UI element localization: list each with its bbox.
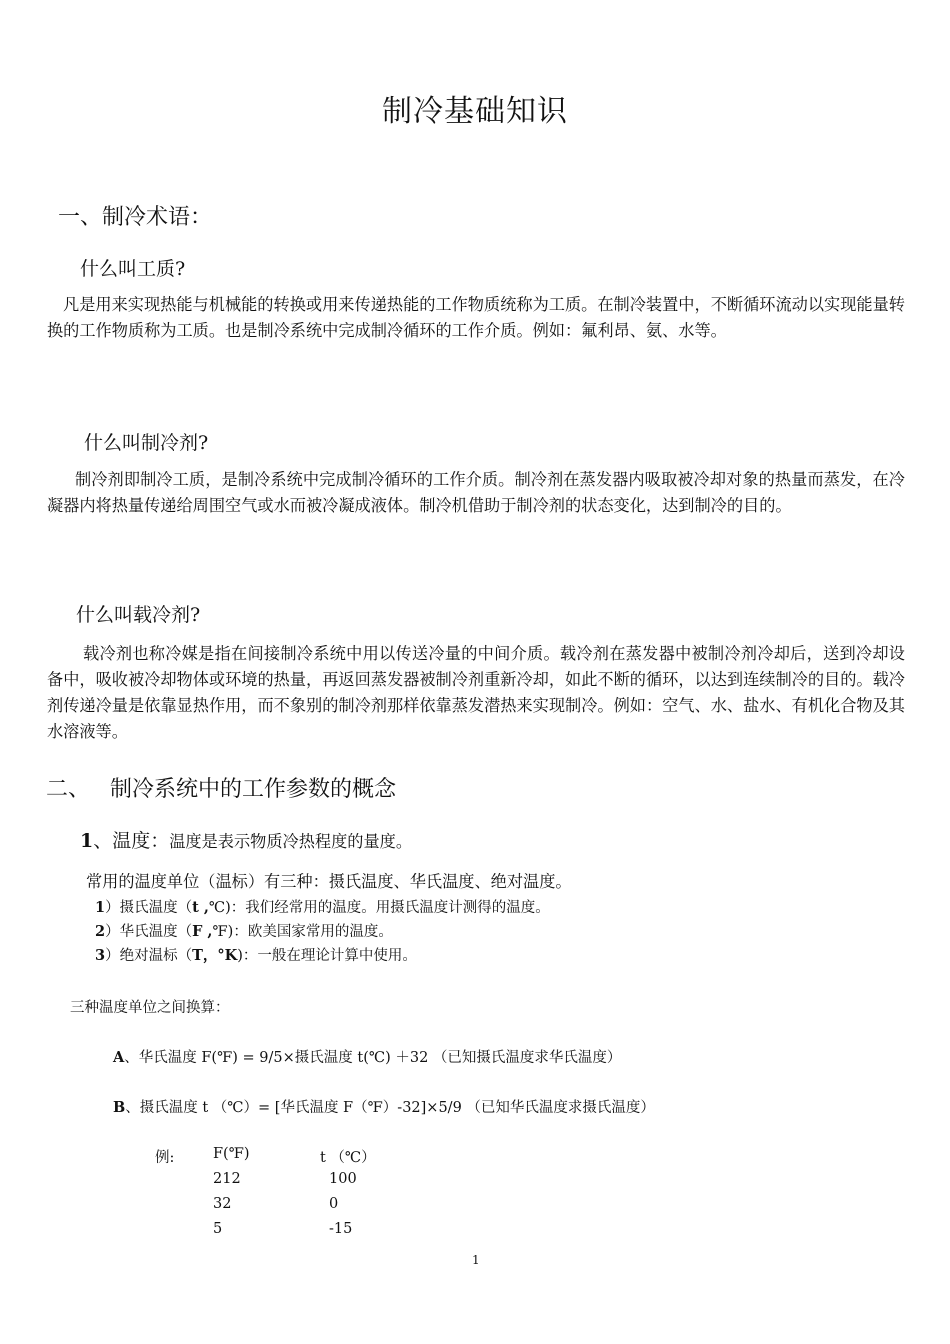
unit-symbol: T，°K (192, 947, 238, 964)
unit-prefix: ）摄氏温度（ (105, 900, 193, 916)
section2-number: 二、 (46, 777, 91, 802)
units-intro: 常用的温度单位（温标）有三种：摄氏温度、华氏温度、绝对温度。 (86, 872, 572, 891)
formula-b (113, 1096, 655, 1117)
example-cell: 100 (329, 1171, 357, 1187)
unit-item (95, 944, 417, 965)
unit-item (95, 920, 393, 941)
unit-number: 3 (95, 947, 106, 964)
conversion-intro: 三种温度单位之间换算： (70, 1000, 230, 1016)
unit-item (95, 896, 550, 917)
example-cell: 32 (213, 1196, 232, 1212)
example-cell: -15 (329, 1221, 353, 1237)
q3-heading: 什么叫载冷剂? (76, 604, 201, 626)
formula-a (113, 1046, 621, 1067)
formula-b-label: B (113, 1099, 126, 1116)
unit-description: ℃)：我们经常用的温度。用摄氏温度计测得的温度。 (208, 900, 550, 916)
unit-prefix: ）华氏温度（ (105, 924, 193, 940)
unit-description: ℉)：欧美国家常用的温度。 (212, 924, 393, 940)
q2-text: 制冷剂即制冷工质，是制冷系统中完成制冷循环的工作介质。制冷剂在蒸发器内吸取被冷却对象的热量而蒸发，在冷凝器内将热量传递给周围空气或水而被冷凝成液体。制冷机借助于制冷剂的状态变化，达到制冷的目的。 (47, 470, 905, 515)
q1-heading: 什么叫工质? (80, 258, 186, 280)
temperature-heading (80, 826, 412, 853)
unit-prefix: ）绝对温标（ (105, 948, 193, 964)
unit-symbol: F , (192, 923, 213, 940)
example-col1-header: F(℉) (213, 1146, 250, 1162)
q1-text: 凡是用来实现热能与机械能的转换或用来传递热能的工作物质统称为工质。在制冷装置中，不断循环流动以实现能量转换的工作物质称为工质。也是制冷系统中完成制冷循环的工作介质。例如：氟利昂、氨、水等。 (47, 295, 905, 340)
q3-text: 载冷剂也称冷媒是指在间接制冷系统中用以传送冷量的中间介质。载冷剂在蒸发器中被制冷剂冷却后，送到冷却设备中，吸收被冷却物体或环境的热量，再返回蒸发器被制冷剂重新冷却，如此不断的循环，以达到连续制冷的目的。载冷剂传递冷量是依靠显热作用，而不象别的制冷剂那样依靠蒸发潜热来实现制冷。例如：空气、水、盐水、有机化合物及其水溶液等。 (47, 644, 905, 741)
example-col2-header: t （℃） (320, 1150, 376, 1166)
unit-number: 1 (95, 899, 106, 916)
example-label: 例: (155, 1150, 175, 1166)
temperature-definition: 温度是表示物质冷热程度的量度。 (169, 832, 413, 851)
example-cell: 5 (213, 1221, 223, 1237)
page-number: 1 (472, 1253, 480, 1267)
formula-a-label: A (113, 1049, 125, 1066)
section2-heading: 制冷系统中的工作参数的概念 (110, 777, 397, 802)
section1-heading: 一、制冷术语： (58, 205, 213, 230)
page-title: 制冷基础知识 (382, 94, 568, 129)
unit-symbol: t , (192, 899, 209, 916)
unit-number: 2 (95, 923, 106, 940)
example-cell: 0 (329, 1196, 339, 1212)
formula-a-text: 、华氏温度 F(℉) = 9/5×摄氏温度 t(℃) ＋32 （已知摄氏温度求华氏温度） (124, 1050, 622, 1066)
temperature-label: 、温度： (93, 830, 170, 852)
temperature-number: 1 (80, 830, 94, 852)
example-cell: 212 (213, 1171, 241, 1187)
formula-b-text: 、摄氏温度 t （℃）= [华氏温度 F（℉）-32]×5/9 （已知华氏温度求摄氏温度） (125, 1100, 655, 1116)
q2-heading: 什么叫制冷剂? (84, 432, 209, 454)
unit-description: )：一般在理论计算中使用。 (237, 948, 417, 964)
